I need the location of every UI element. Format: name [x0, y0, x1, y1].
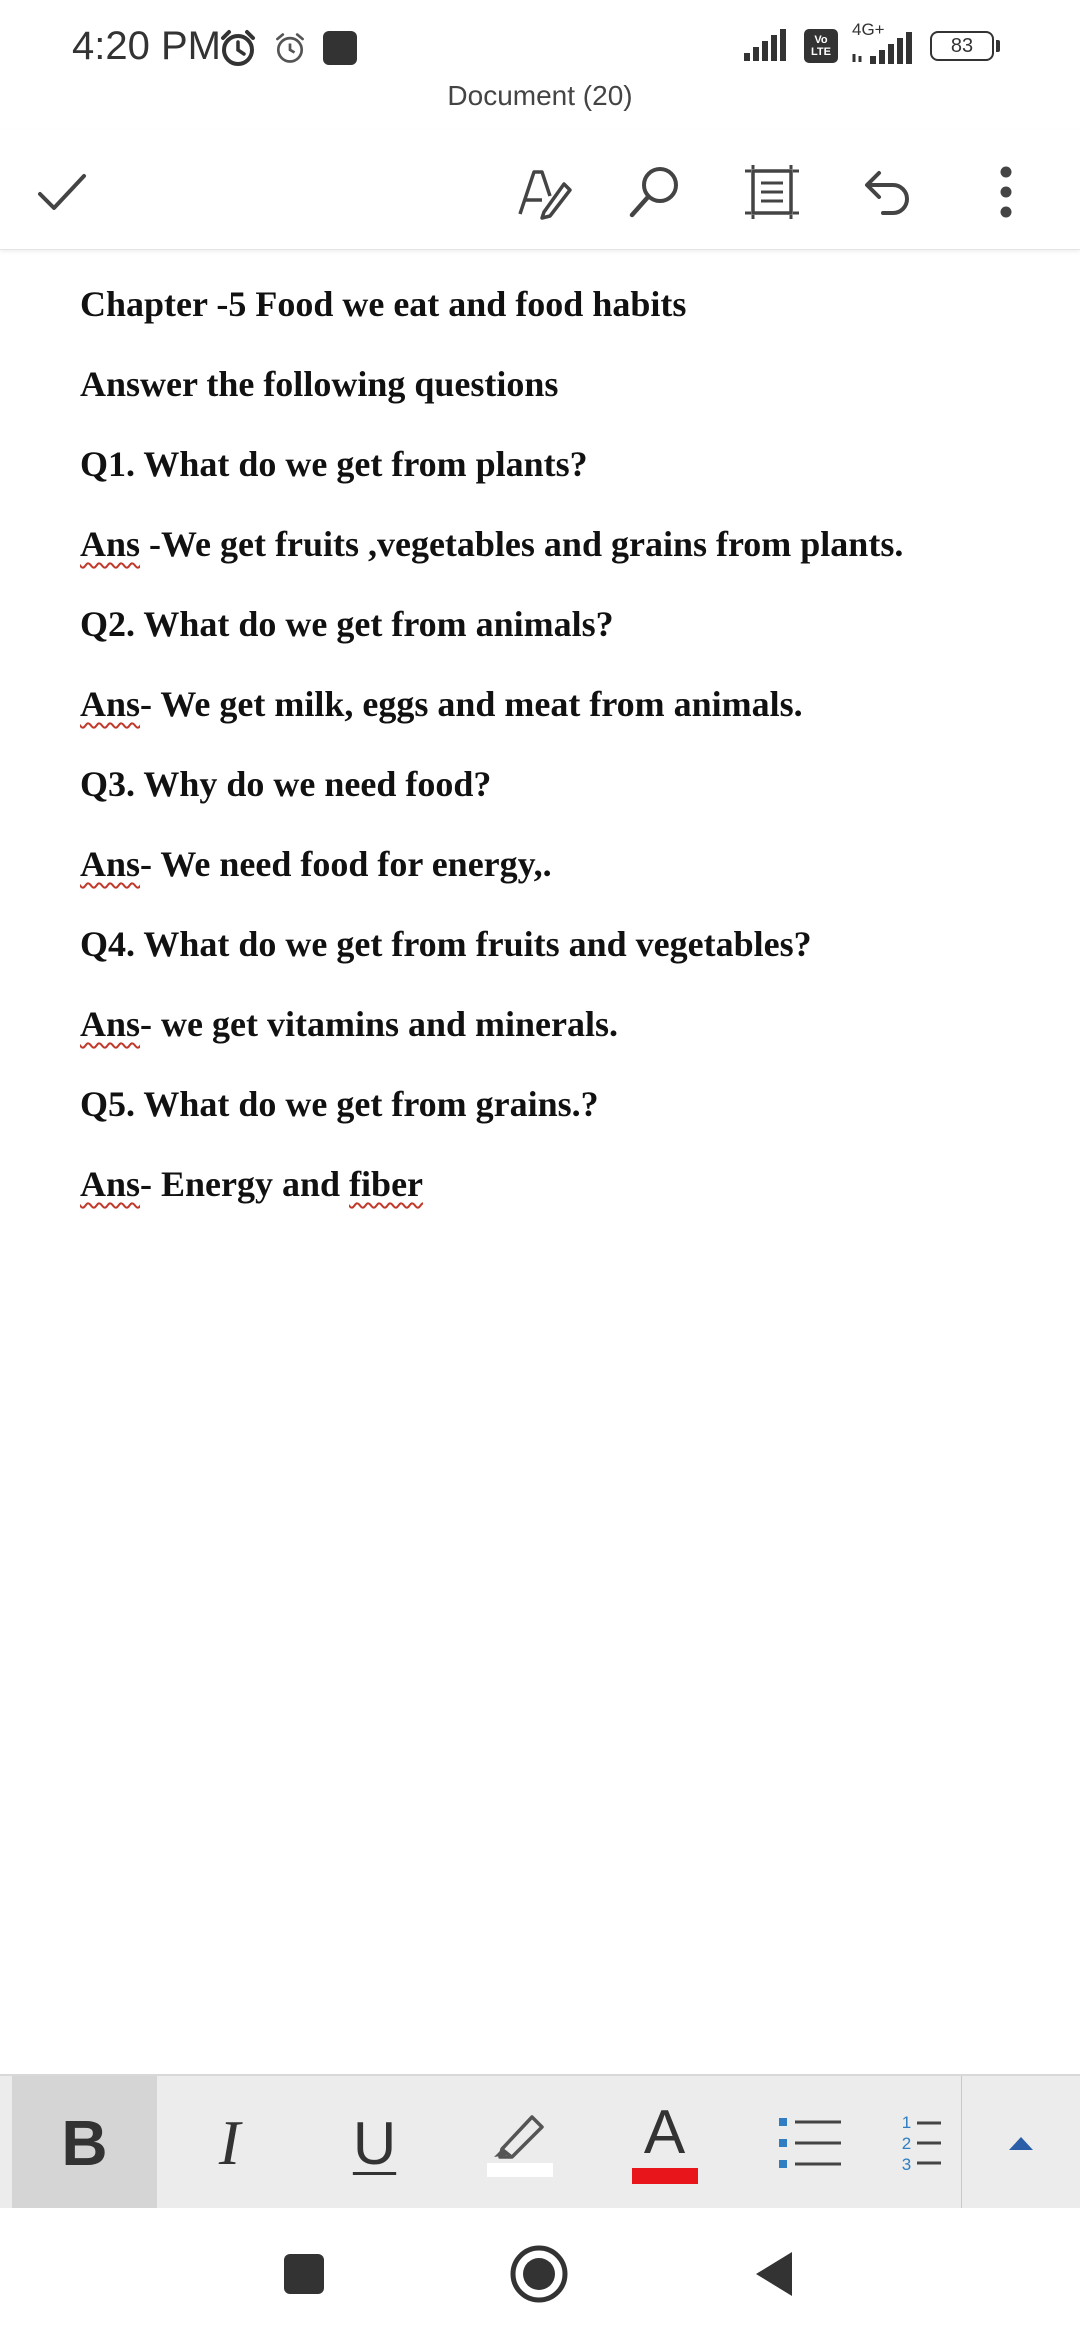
font-color-label: A [643, 2098, 686, 2167]
highlight-color-swatch [487, 2163, 553, 2177]
question-line: Q4. What do we get from fruits and vegetables? [80, 924, 812, 964]
status-icons-left [218, 28, 358, 73]
answer-text: -We get fruits ,vegetables and grains from plants. [140, 524, 904, 564]
app-bar [0, 130, 1080, 250]
checkmark-icon [34, 164, 90, 220]
bold-button[interactable] [12, 2076, 157, 2210]
bold-label: B [61, 2107, 108, 2179]
instruction-line: Answer the following questions [80, 364, 559, 404]
spelling-flag[interactable]: Ans [80, 524, 141, 564]
signal-icon [742, 27, 792, 66]
undo-button[interactable] [848, 152, 928, 232]
spelling-flag[interactable]: Ans [80, 1164, 141, 1204]
expand-toolbar-button[interactable] [962, 2076, 1080, 2210]
home-button[interactable] [503, 2238, 575, 2310]
font-color-button[interactable] [592, 2076, 737, 2210]
system-nav-bar [0, 2208, 1080, 2340]
recents-square-icon [282, 2252, 326, 2296]
reading-view-button[interactable] [732, 152, 812, 232]
network-type-label: 4G+ [852, 20, 885, 39]
question-line: Q3. Why do we need food? [80, 764, 492, 804]
format-toolbar [0, 2074, 1080, 2208]
app-notification-icon [322, 30, 358, 71]
answer-text: - We get milk, eggs and meat from animals. [140, 684, 803, 724]
question-line: Q5. What do we get from grains.? [80, 1084, 599, 1124]
underline-button[interactable] [302, 2076, 447, 2210]
back-triangle-icon [752, 2249, 796, 2299]
alarm-icon [218, 28, 258, 73]
caret-up-icon [1007, 2134, 1035, 2152]
numbered-list-digit: 3 [901, 2154, 912, 2174]
done-button[interactable] [22, 152, 102, 232]
numbered-list-digit: 1 [901, 2112, 912, 2132]
numbered-list-digit: 2 [901, 2133, 912, 2153]
italic-label: I [218, 2107, 241, 2178]
spelling-flag[interactable]: Ans [80, 684, 141, 724]
answer-line [80, 1002, 1000, 1082]
answer-text: - We need food for energy,. [140, 844, 552, 884]
question-line: Q2. What do we get from animals? [80, 604, 614, 644]
answer-text: - Energy and [140, 1164, 350, 1204]
status-time: 4:20 PM [72, 24, 221, 68]
document-title: Document (20) [447, 80, 633, 111]
answer-line [80, 522, 1000, 602]
bullet-list-icon [777, 2114, 843, 2172]
answer-line [80, 682, 1000, 762]
draw-button[interactable] [502, 152, 582, 232]
volte-bottom-label: LTE [811, 46, 831, 58]
alarm-outline-icon [272, 30, 308, 71]
battery-icon [930, 31, 1000, 61]
undo-icon [859, 163, 917, 221]
answer-text: - we get vitamins and minerals. [140, 1004, 618, 1044]
question-line: Q1. What do we get from plants? [80, 444, 588, 484]
font-color-swatch [632, 2168, 698, 2184]
underline-label: U [352, 2109, 397, 2177]
home-circle-icon [509, 2244, 569, 2304]
spelling-flag[interactable]: Ans [80, 1004, 141, 1044]
numbered-list-icon [915, 2113, 941, 2173]
draw-pen-icon [512, 162, 572, 222]
spelling-flag[interactable]: fiber [349, 1164, 424, 1204]
reading-view-icon [743, 163, 801, 221]
more-vert-icon [996, 164, 1016, 220]
highlight-button[interactable] [447, 2076, 592, 2210]
search-button[interactable] [615, 152, 695, 232]
status-icons-right [742, 20, 1000, 66]
numbered-list-button[interactable] [882, 2076, 962, 2210]
answer-line [80, 842, 1000, 922]
chapter-heading: Chapter -5 Food we eat and food habits [80, 284, 687, 324]
bullet-list-button[interactable] [737, 2076, 882, 2210]
document-body[interactable] [80, 282, 1000, 1242]
battery-level: 83 [930, 31, 994, 61]
back-button[interactable] [738, 2238, 810, 2310]
search-icon [626, 163, 684, 221]
highlighter-icon [488, 2109, 552, 2159]
volte-top-label: Vo [814, 33, 828, 46]
answer-line [80, 1162, 1000, 1242]
volte-icon [804, 29, 838, 63]
more-options-button[interactable] [966, 152, 1046, 232]
status-bar [0, 0, 1080, 111]
italic-button[interactable] [157, 2076, 302, 2210]
recents-button[interactable] [268, 2238, 340, 2310]
network-signal-icon [850, 20, 918, 66]
spelling-flag[interactable]: Ans [80, 844, 141, 884]
